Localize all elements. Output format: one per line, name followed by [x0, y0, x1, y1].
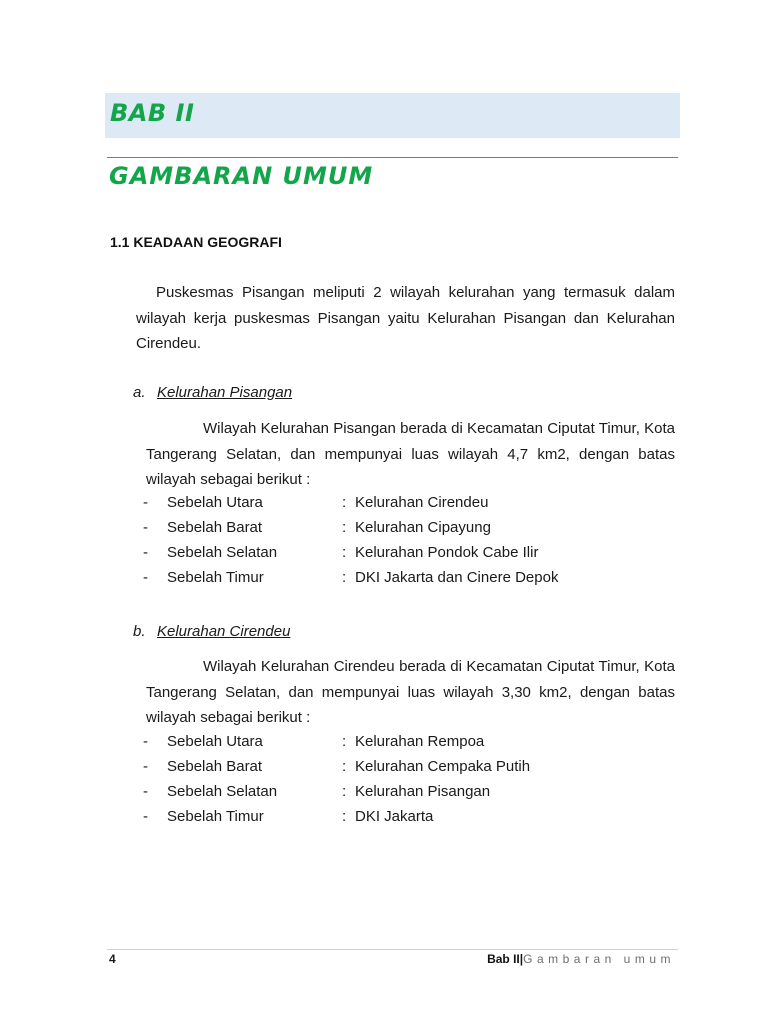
border-item — [143, 543, 683, 568]
subsection-marker: a. — [133, 384, 146, 401]
border-direction: Sebelah Barat — [167, 519, 263, 536]
chapter-divider — [107, 157, 678, 158]
list-dash: - — [143, 783, 148, 800]
border-item — [143, 518, 683, 543]
subsection-paragraph-cirendeu: Wilayah Kelurahan Cirendeu berada di Kecamatan Ciputat Timur, Kota Tangerang Selatan, dan mempunyai luas wilayah 3,30 km2, dengan batas wilayah sebagai berikut : — [146, 658, 675, 726]
subsection-title: Kelurahan Cirendeu — [157, 623, 291, 640]
section-heading: 1.1 KEADAAN GEOGRAFI — [110, 234, 282, 250]
list-dash: - — [143, 519, 148, 536]
border-list-pisangan — [143, 493, 683, 593]
border-item — [143, 568, 683, 593]
border-item — [143, 807, 683, 832]
border-direction: Sebelah Timur — [167, 569, 264, 586]
border-colon: : — [342, 758, 347, 775]
border-colon: : — [342, 733, 347, 750]
border-direction: Sebelah Barat — [167, 758, 263, 775]
running-head-chapter: Bab II — [487, 952, 520, 966]
intro-paragraph: Puskesmas Pisangan meliputi 2 wilayah kelurahan yang termasuk dalam wilayah kerja puskesmas Pisangan yaitu Kelurahan Pisangan dan Kelurahan Cirendeu. — [136, 284, 675, 352]
border-value: DKI Jakarta dan Cinere Depok — [355, 569, 559, 586]
list-dash: - — [143, 733, 148, 750]
list-dash: - — [143, 569, 148, 586]
footer-divider — [107, 949, 678, 950]
border-colon: : — [342, 569, 347, 586]
border-item — [143, 732, 683, 757]
subsection-title: Kelurahan Pisangan — [157, 384, 293, 401]
border-value: Kelurahan Pisangan — [355, 783, 491, 800]
border-value: Kelurahan Cempaka Putih — [355, 758, 531, 775]
border-item — [143, 757, 683, 782]
border-direction: Sebelah Selatan — [167, 783, 278, 800]
border-value: Kelurahan Rempoa — [355, 733, 485, 750]
running-head-title: Gambaran umum — [523, 952, 675, 966]
list-dash: - — [143, 544, 148, 561]
running-head — [487, 952, 675, 966]
border-direction: Sebelah Selatan — [167, 544, 278, 561]
list-dash: - — [143, 494, 148, 511]
list-dash: - — [143, 808, 148, 825]
subsection-heading-pisangan — [133, 384, 292, 401]
border-value: Kelurahan Pondok Cabe Ilir — [355, 544, 539, 561]
subsection-marker: b. — [133, 623, 146, 640]
subsection-heading-cirendeu — [133, 623, 290, 640]
chapter-label: BAB II — [110, 99, 195, 127]
border-item — [143, 782, 683, 807]
border-direction: Sebelah Timur — [167, 808, 264, 825]
border-colon: : — [342, 519, 347, 536]
border-direction: Sebelah Utara — [167, 494, 263, 511]
border-colon: : — [342, 494, 347, 511]
border-value: DKI Jakarta — [355, 808, 434, 825]
page-number: 4 — [109, 952, 116, 966]
border-item — [143, 493, 683, 518]
border-list-cirendeu — [143, 732, 683, 832]
chapter-title: GAMBARAN UMUM — [109, 162, 374, 190]
border-value: Kelurahan Cipayung — [355, 519, 491, 536]
border-colon: : — [342, 783, 347, 800]
border-direction: Sebelah Utara — [167, 733, 263, 750]
running-head-separator: | — [519, 952, 524, 966]
border-colon: : — [342, 544, 347, 561]
border-value: Kelurahan Cirendeu — [355, 494, 489, 511]
border-colon: : — [342, 808, 347, 825]
list-dash: - — [143, 758, 148, 775]
subsection-paragraph-pisangan: Wilayah Kelurahan Pisangan berada di Kecamatan Ciputat Timur, Kota Tangerang Selatan, dan mempunyai luas wilayah 4,7 km2, dengan batas wilayah sebagai berikut : — [146, 420, 675, 488]
